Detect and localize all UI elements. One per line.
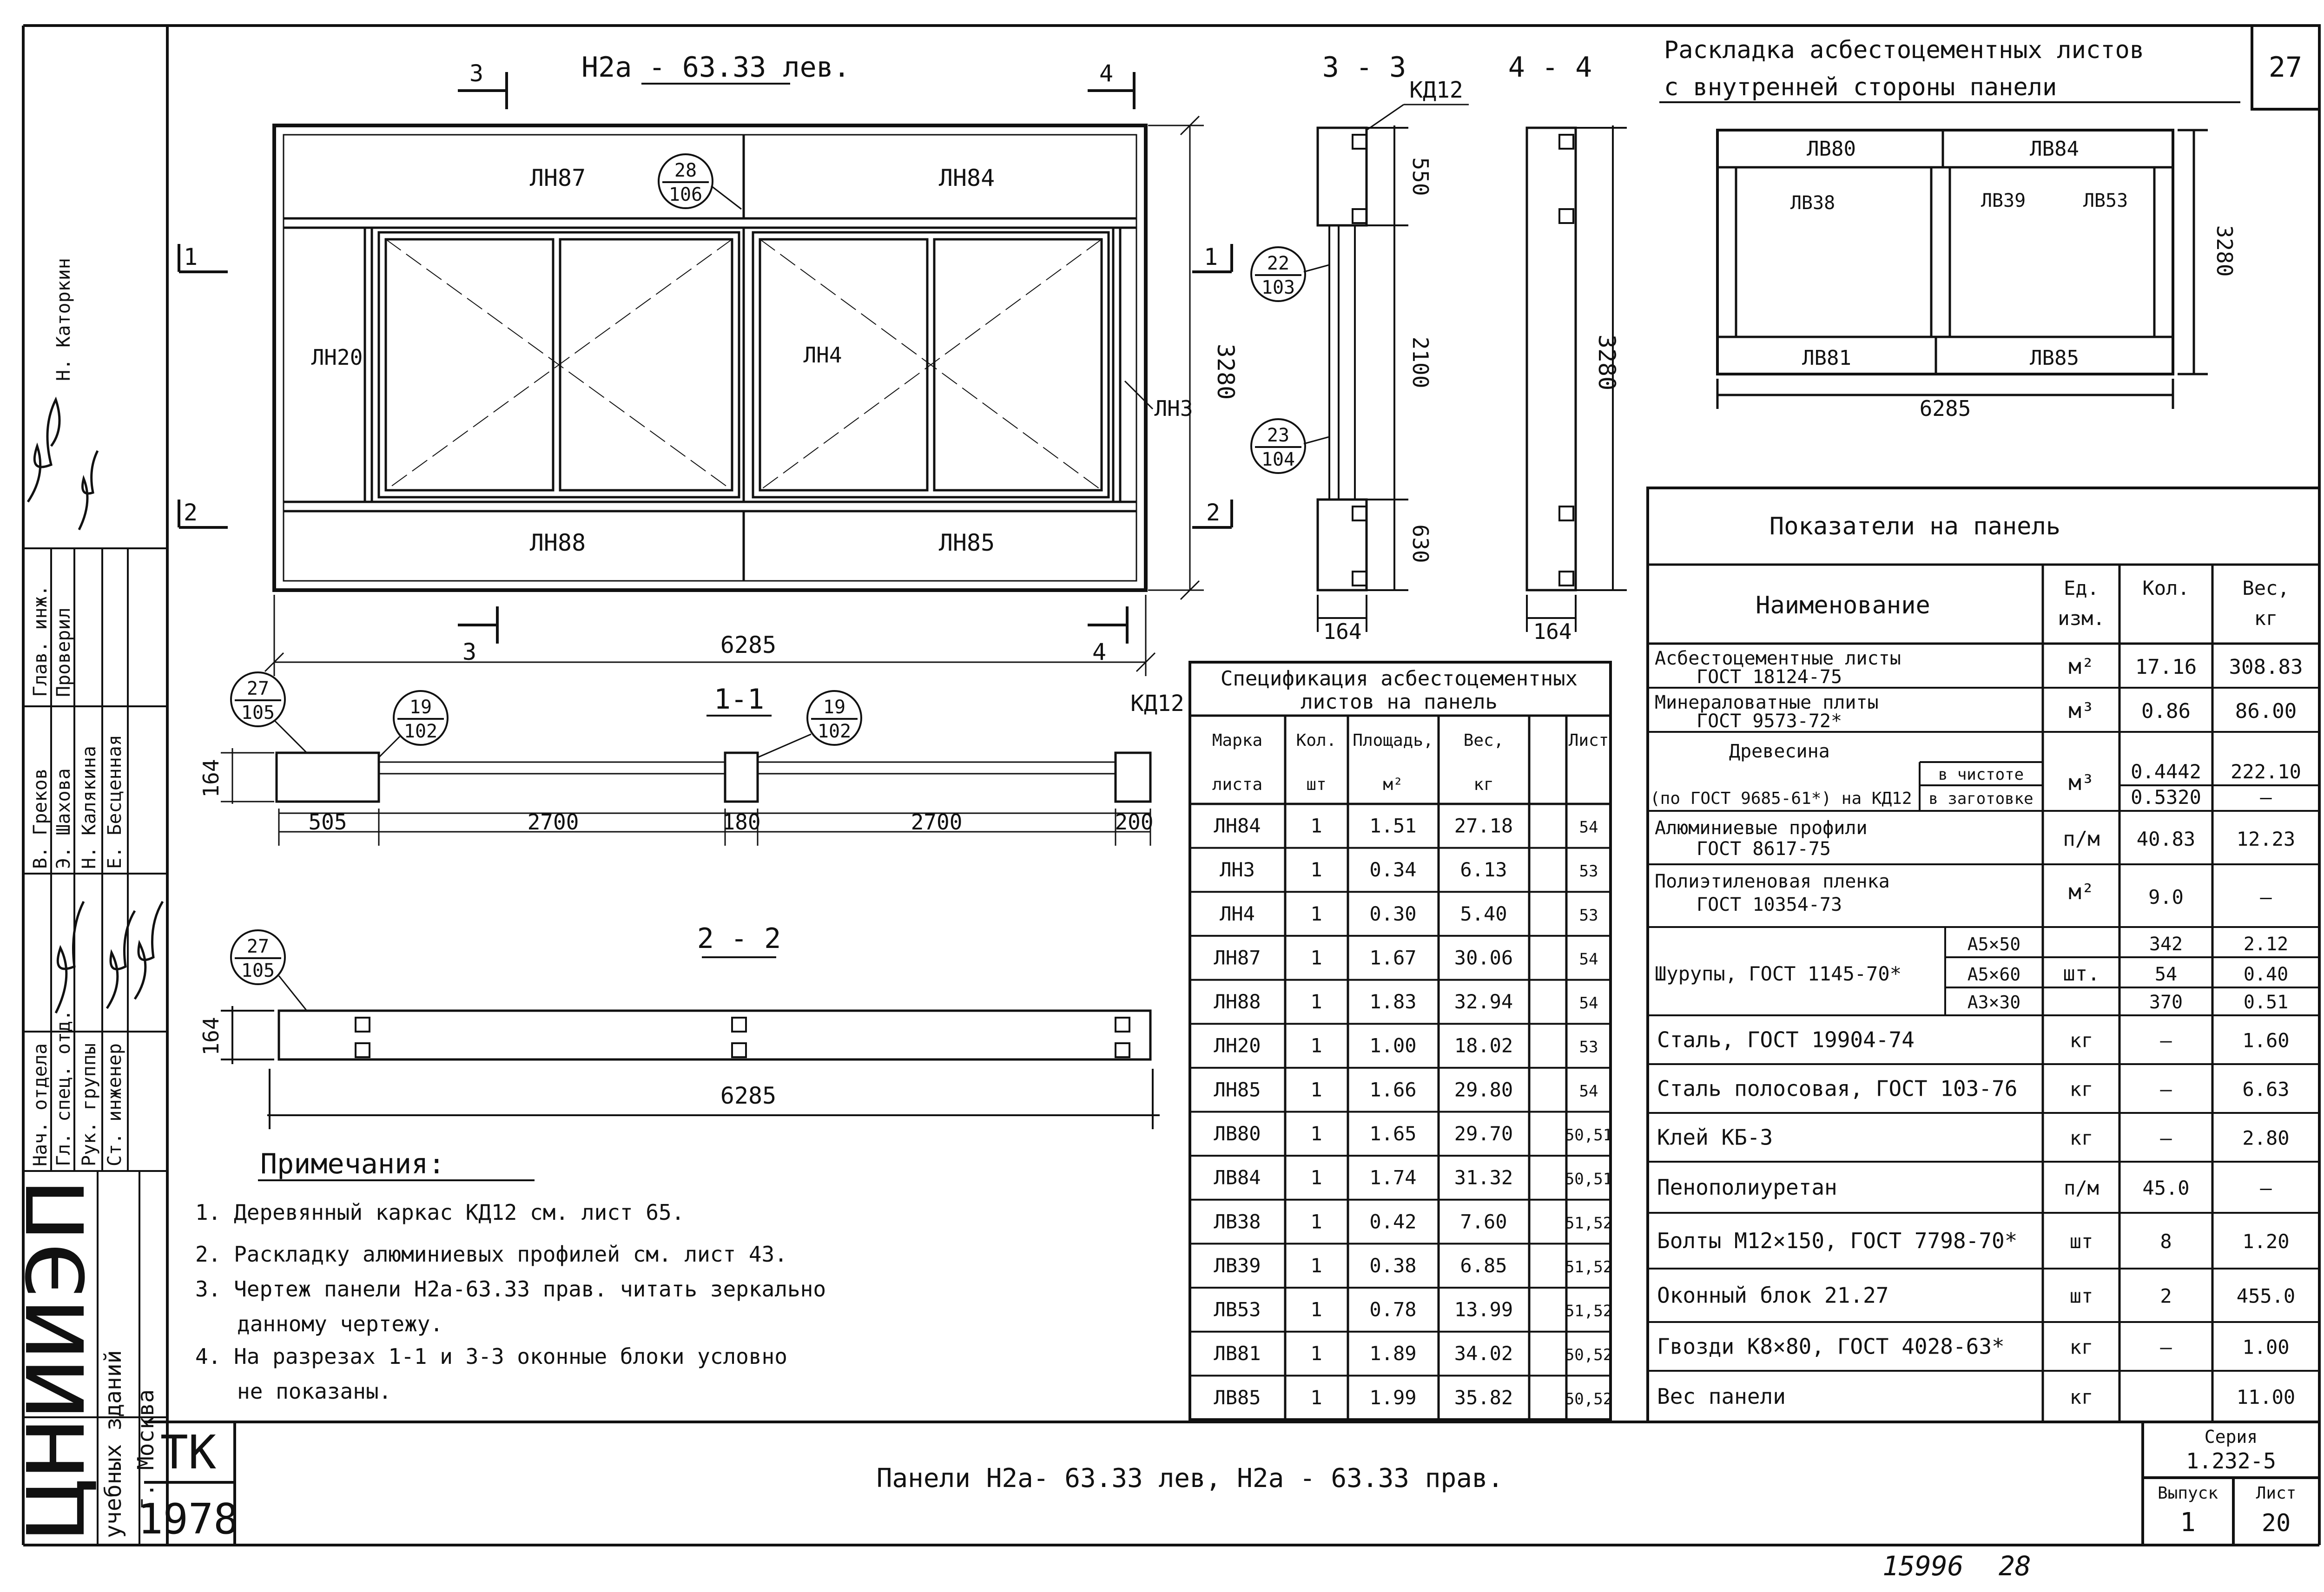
ind-pe-weight: — (2260, 886, 2272, 908)
tb-issue-label: Выпуск (2157, 1484, 2218, 1503)
ind-al-name-1: Алюминиевые профили (1655, 817, 1868, 839)
spec-cell-4-3: 32.94 (1454, 990, 1513, 1013)
stamp-name-4: Е. Бесценная (104, 735, 125, 869)
ind-min-name-2: ГОСТ 9573-72* (1697, 710, 1842, 732)
screw-type-0: А5×50 (1967, 934, 2021, 954)
spec-table (1190, 662, 1612, 1420)
spec-cell-2-0: ЛН4 (1220, 902, 1255, 925)
spec-title-2: листов на панель (1301, 690, 1498, 714)
ind-row-name-3: Пенополиуретан (1657, 1175, 1837, 1200)
section-33-kd: КД12 (1409, 77, 1463, 103)
spec-cell-10-0: ЛВ39 (1214, 1254, 1261, 1277)
ind-row-qty-5: 2 (2160, 1284, 2172, 1308)
ind-row-weight-4: 1.20 (2242, 1230, 2290, 1253)
ind-h-unit-2: изм. (2058, 607, 2105, 630)
screw-weight-1: 0.40 (2243, 964, 2289, 985)
ind-h-weight-2: кг (2254, 607, 2278, 630)
ind-min-name-1: Минераловатные плиты (1655, 692, 1879, 713)
spec-cell-4-1: 1 (1310, 990, 1322, 1013)
section-22-height: 164 (198, 1017, 224, 1056)
spec-cell-2-1: 1 (1310, 902, 1322, 925)
screw-qty-2: 370 (2149, 992, 2183, 1013)
spec-cell-12-2: 1.89 (1369, 1342, 1417, 1365)
spec-header-3-a: Вес, (1463, 731, 1504, 750)
spec-cell-6-4: 54 (1579, 1082, 1598, 1101)
section-22-title: 2 - 2 (697, 922, 781, 955)
stamp-name-2: Э. Шахова (53, 768, 74, 869)
spec-cell-8-4: 50,51 (1565, 1170, 1613, 1189)
spec-cell-5-1: 1 (1310, 1034, 1322, 1057)
section-33-callout-b-top: 23 (1267, 425, 1290, 446)
spec-cell-1-2: 0.34 (1369, 858, 1417, 882)
section-33-width: 164 (1323, 619, 1362, 644)
spec-cell-1-1: 1 (1310, 858, 1322, 882)
stamp-role-2: Гл. спец. отд. (53, 1009, 74, 1166)
section-11-seg-3: 180 (722, 809, 761, 835)
spec-cell-1-4: 53 (1579, 862, 1598, 881)
layout-lb85: ЛВ85 (2030, 346, 2079, 370)
ind-row-unit-3: п/м (2064, 1177, 2099, 1199)
spec-cell-5-2: 1.00 (1369, 1034, 1417, 1057)
ind-h-name: Наименование (1756, 592, 1930, 619)
signature-1 (28, 400, 59, 502)
ind-row-name-7: Вес панели (1657, 1384, 1786, 1409)
spec-cell-7-4: 50,51 (1565, 1126, 1613, 1145)
spec-header-2-a: Площадь, (1353, 731, 1433, 750)
ind-row-name-0: Сталь, ГОСТ 19904-74 (1657, 1027, 1915, 1053)
spec-cell-8-0: ЛВ84 (1214, 1166, 1261, 1189)
layout-width: 6285 (1919, 396, 1971, 421)
section-22-width: 6285 (720, 1082, 777, 1109)
section-11-callout-a-top: 27 (246, 678, 270, 699)
spec-cell-13-0: ЛВ85 (1214, 1386, 1261, 1409)
section-3-3 (1251, 51, 1469, 644)
ind-wood-weight-1: 222.10 (2231, 760, 2301, 783)
section-11-callout-c-top: 19 (823, 697, 846, 718)
panel-label-lh3: ЛН3 (1154, 396, 1193, 421)
spec-cell-6-3: 29.80 (1454, 1078, 1513, 1101)
spec-cell-8-3: 31.32 (1454, 1166, 1513, 1189)
ind-row-unit-5: шт (2069, 1284, 2093, 1308)
spec-cell-9-3: 7.60 (1460, 1210, 1507, 1233)
ind-wood-sub-1: в чистоте (1938, 765, 2024, 784)
spec-header-1-b: шт (1306, 775, 1327, 794)
ind-row-qty-6: — (2160, 1335, 2172, 1359)
spec-cell-13-3: 35.82 (1454, 1386, 1513, 1409)
spec-cell-9-4: 51,52 (1565, 1214, 1613, 1233)
ind-row-name-5: Оконный блок 21.27 (1657, 1283, 1889, 1308)
section-11-height: 164 (198, 759, 224, 798)
ind-row-qty-2: — (2160, 1126, 2172, 1150)
spec-header-1-a: Кол. (1296, 731, 1337, 750)
notes-title: Примечания: (260, 1148, 445, 1180)
ind-asb-name-1: Асбестоцементные листы (1655, 648, 1901, 669)
screw-type-2: А3×30 (1967, 992, 2021, 1013)
spec-cell-0-1: 1 (1310, 814, 1322, 837)
ind-asb-unit: м² (2068, 654, 2094, 679)
side-stamp (11, 258, 167, 1545)
ind-asb-weight: 308.83 (2229, 655, 2303, 679)
cut-label-4-bottom: 4 (1092, 638, 1107, 665)
spec-title-1: Спецификация асбестоцементных (1220, 667, 1578, 691)
stamp-name-5: Н. Каторкин (53, 258, 74, 381)
signature-5 (135, 901, 163, 999)
section-44-width: 164 (1533, 619, 1572, 644)
spec-cell-12-4: 50,52 (1565, 1346, 1613, 1365)
tb-tk: ТК (160, 1425, 217, 1480)
spec-cell-10-1: 1 (1310, 1254, 1322, 1277)
ind-row-unit-6: кг (2069, 1335, 2093, 1359)
stamp-role-6: Проверил (53, 607, 74, 697)
ind-row-weight-2: 2.80 (2242, 1126, 2290, 1150)
spec-cell-1-3: 6.13 (1460, 858, 1507, 882)
screw-weight-2: 0.51 (2243, 992, 2289, 1013)
corner-box (2252, 26, 2319, 109)
spec-header-4-a: Лист (1568, 731, 1609, 750)
main-callout-top: 28 (674, 160, 697, 181)
layout-lb81: ЛВ81 (1802, 346, 1851, 370)
ind-al-name-2: ГОСТ 8617-75 (1697, 838, 1831, 860)
spec-cell-6-2: 1.66 (1369, 1078, 1417, 1101)
spec-cell-11-3: 13.99 (1454, 1298, 1513, 1321)
ind-row-weight-7: 11.00 (2236, 1386, 2296, 1408)
stamp-role-4: Ст. инженер (104, 1043, 125, 1166)
section-33-title: 3 - 3 (1322, 51, 1406, 84)
spec-cell-3-1: 1 (1310, 946, 1322, 969)
panel-label-lh88: ЛН88 (529, 529, 586, 556)
section-33-dim-mid: 2100 (1408, 336, 1433, 388)
spec-cell-2-2: 0.30 (1369, 902, 1417, 925)
spec-cell-0-4: 54 (1579, 818, 1598, 837)
note-0: 1. Деревянный каркас КД12 см. лист 65. (195, 1200, 685, 1225)
spec-cell-5-0: ЛН20 (1214, 1034, 1261, 1057)
tb-series: 1.232-5 (2186, 1448, 2276, 1474)
layout-lb84: ЛВ84 (2030, 137, 2079, 161)
spec-cell-2-4: 53 (1579, 906, 1598, 925)
ind-row-name-2: Клей КБ-3 (1657, 1125, 1773, 1150)
cut-label-3-top: 3 (469, 60, 484, 87)
panel-label-lh85: ЛН85 (938, 529, 995, 556)
stamp-org: ЦНИИЭП (11, 1252, 103, 1538)
spec-cell-5-3: 18.02 (1454, 1034, 1513, 1057)
spec-cell-11-1: 1 (1310, 1298, 1322, 1321)
spec-cell-10-2: 0.38 (1369, 1254, 1417, 1277)
signature-4 (107, 911, 135, 1008)
panel-label-lh4: ЛН4 (803, 342, 842, 368)
ind-wood-weight-2: — (2260, 786, 2272, 809)
layout-title-2: с внутренней стороны панели (1664, 73, 2057, 101)
tb-issue: 1 (2180, 1507, 2196, 1538)
notes (195, 1148, 826, 1404)
section-44-title: 4 - 4 (1508, 51, 1592, 84)
ind-wood-sub-2: в заготовке (1928, 789, 2034, 808)
spec-cell-12-3: 34.02 (1454, 1342, 1513, 1365)
main-height-dim: 3280 (1212, 343, 1239, 400)
section-11-callout-a-bot: 105 (241, 702, 275, 724)
bottom-number-2: 28 (1999, 1550, 2031, 1582)
spec-cell-3-3: 30.06 (1454, 946, 1513, 969)
spec-header-0-a: Марка (1212, 731, 1263, 750)
section-33-callout-a-top: 22 (1267, 253, 1290, 274)
section-11-title: 1-1 (713, 683, 765, 716)
section-33-callout-a-bot: 103 (1261, 277, 1295, 298)
spec-cell-7-0: ЛВ80 (1214, 1122, 1261, 1145)
note-4: 4. На разрезах 1-1 и 3-3 оконные блоки условно (195, 1344, 787, 1369)
indicators-table (1648, 488, 2319, 1422)
spec-cell-4-4: 54 (1579, 994, 1598, 1013)
layout-lb39: ЛВ39 (1981, 190, 2026, 211)
stamp-role-1: Нач. отдела (30, 1043, 51, 1166)
spec-cell-4-2: 1.83 (1369, 990, 1417, 1013)
tb-year: 1978 (138, 1495, 239, 1544)
note-2: 3. Чертеж панели Н2а-63.33 прав. читать зеркально (195, 1276, 826, 1302)
section-2-2 (198, 922, 1160, 1129)
screw-qty-1: 54 (2154, 964, 2178, 985)
ind-row-qty-1: — (2160, 1078, 2172, 1101)
layout-title-1: Раскладка асбестоцементных листов (1664, 36, 2145, 64)
ind-row-unit-1: кг (2069, 1078, 2093, 1101)
ind-title: Показатели на панель (1769, 513, 2061, 540)
spec-header-2-b: м² (1383, 775, 1403, 794)
note-5: не показаны. (237, 1379, 392, 1404)
spec-cell-13-2: 1.99 (1369, 1386, 1417, 1409)
ind-pe-name-2: ГОСТ 10354-73 (1697, 894, 1842, 915)
spec-cell-10-3: 6.85 (1460, 1254, 1507, 1277)
ind-row-unit-4: шт (2069, 1230, 2093, 1253)
spec-cell-2-3: 5.40 (1460, 902, 1507, 925)
note-3: данному чертежу. (237, 1311, 443, 1336)
section-11-seg-4: 2700 (911, 809, 963, 835)
ind-wood-qty-2: 0.5320 (2131, 786, 2201, 809)
section-22-callout-top: 27 (246, 936, 270, 957)
ind-al-qty: 40.83 (2136, 828, 2196, 850)
stamp-name-1: В. Греков (30, 768, 51, 869)
ind-row-weight-6: 1.00 (2242, 1335, 2290, 1359)
sheet-corner-number: 27 (2268, 51, 2303, 84)
spec-cell-12-1: 1 (1310, 1342, 1322, 1365)
spec-cell-8-2: 1.74 (1369, 1166, 1417, 1189)
layout-lb53: ЛВ53 (2083, 190, 2128, 211)
section-11-callout-c-bot: 102 (817, 721, 852, 742)
spec-cell-13-4: 50,52 (1565, 1389, 1613, 1408)
spec-cell-7-3: 29.70 (1454, 1122, 1513, 1145)
main-view-title: Н2а - 63.33 лев. (581, 51, 850, 84)
screw-qty-0: 342 (2149, 934, 2183, 955)
spec-cell-11-0: ЛВ53 (1214, 1298, 1261, 1321)
spec-cell-3-0: ЛН87 (1214, 946, 1261, 969)
ind-row-name-6: Гвозди К8×80, ГОСТ 4028-63* (1657, 1334, 2005, 1359)
section-11-seg-2: 2700 (527, 809, 579, 835)
bottom-number: 15996 (1882, 1550, 1964, 1582)
stamp-role-5: Глав. инж. (30, 585, 51, 697)
spec-cell-6-0: ЛН85 (1214, 1078, 1261, 1101)
spec-cell-7-2: 1.65 (1369, 1122, 1417, 1145)
spec-cell-11-2: 0.78 (1369, 1298, 1417, 1321)
section-11-callout-b-bot: 102 (403, 721, 438, 742)
signature-3 (56, 901, 84, 1013)
spec-cell-9-0: ЛВ38 (1214, 1210, 1261, 1233)
spec-header-3-b: кг (1473, 775, 1494, 794)
section-11-seg-1: 505 (308, 809, 347, 835)
note-1: 2. Раскладку алюминиевых профилей см. лист 43. (195, 1242, 787, 1267)
ind-row-weight-0: 1.60 (2242, 1029, 2290, 1052)
spec-header-0-b: листа (1212, 775, 1263, 794)
ind-row-weight-5: 455.0 (2236, 1284, 2296, 1308)
spec-cell-5-4: 53 (1579, 1038, 1598, 1057)
section-33-callout-b-bot: 104 (1261, 449, 1295, 470)
ind-screws-unit: шт. (2063, 962, 2100, 986)
cut-label-2-left: 2 (184, 499, 198, 526)
spec-cell-4-0: ЛН88 (1214, 990, 1261, 1013)
ind-row-qty-3: 45.0 (2142, 1177, 2190, 1199)
panel-label-lh87: ЛН87 (529, 164, 586, 191)
stamp-name-3: Н. Калякина (79, 746, 100, 869)
spec-cell-6-1: 1 (1310, 1078, 1322, 1101)
ind-row-unit-7: кг (2069, 1386, 2093, 1408)
ind-wood-name-1: Древесина (1729, 741, 1830, 762)
ind-row-qty-0: — (2160, 1029, 2172, 1052)
layout-block (1659, 36, 2240, 421)
spec-cell-10-4: 51,52 (1565, 1257, 1613, 1276)
ind-row-unit-0: кг (2069, 1029, 2093, 1052)
spec-cell-3-4: 54 (1579, 950, 1598, 969)
signature-2 (79, 451, 98, 530)
spec-cell-12-0: ЛВ81 (1214, 1342, 1261, 1365)
tb-title: Панели Н2а- 63.33 лев, Н2а - 63.33 прав. (876, 1463, 1504, 1493)
ind-wood-name-2: (по ГОСТ 9685-61*) на КД12 (1650, 789, 1912, 808)
tb-sheet-label: Лист (2256, 1484, 2297, 1503)
main-width-dim: 6285 (720, 632, 777, 658)
ind-pe-unit: м² (2068, 879, 2094, 904)
ind-h-qty: Кол. (2142, 577, 2190, 599)
spec-cell-1-0: ЛН3 (1220, 858, 1255, 882)
layout-lb80: ЛВ80 (1807, 137, 1856, 161)
layout-height: 3280 (2212, 225, 2237, 277)
ind-screws-name: Шурупы, ГОСТ 1145-70* (1655, 962, 1902, 985)
ind-pe-qty: 9.0 (2148, 886, 2184, 908)
ind-min-weight: 86.00 (2235, 699, 2297, 723)
ind-min-unit: м³ (2068, 698, 2094, 723)
spec-cell-13-1: 1 (1310, 1386, 1322, 1409)
spec-cell-3-2: 1.67 (1369, 946, 1417, 969)
panel-label-lh20: ЛН20 (311, 345, 363, 370)
ind-h-weight-1: Вес, (2242, 577, 2290, 599)
section-4-4 (1508, 51, 1627, 644)
section-1-1 (198, 672, 1184, 846)
section-11-seg-5: 200 (1115, 809, 1154, 835)
panel-label-lh84: ЛН84 (938, 164, 995, 191)
section-11-callout-b-top: 19 (409, 697, 432, 718)
spec-cell-8-1: 1 (1310, 1166, 1322, 1189)
ind-asb-name-2: ГОСТ 18124-75 (1697, 666, 1842, 688)
spec-cell-0-2: 1.51 (1369, 814, 1417, 837)
section-33-dim-bot: 630 (1408, 524, 1433, 563)
ind-asb-qty: 17.16 (2135, 655, 2197, 679)
cut-label-1-right: 1 (1204, 243, 1218, 270)
tb-sheet: 20 (2261, 1509, 2291, 1537)
stamp-role-3: Рук. группы (79, 1043, 100, 1166)
screw-type-1: А5×60 (1967, 964, 2021, 985)
ind-wood-unit: м³ (2068, 770, 2094, 795)
ind-al-weight: 12.23 (2236, 828, 2296, 850)
tb-series-label: Серия (2204, 1427, 2258, 1447)
ind-row-name-4: Болты М12×150, ГОСТ 7798-70* (1657, 1228, 2018, 1253)
ind-h-unit-1: Ед. (2064, 577, 2099, 599)
section-22-callout-bot: 105 (241, 960, 275, 981)
spec-cell-9-2: 0.42 (1369, 1210, 1417, 1233)
ind-row-weight-3: — (2260, 1177, 2272, 1199)
stamp-org-sub-1: учебных зданий (100, 1350, 126, 1538)
ind-al-unit: п/м (2063, 827, 2100, 851)
ind-row-unit-2: кг (2069, 1126, 2093, 1150)
cut-label-2-right: 2 (1206, 499, 1221, 526)
ind-row-weight-1: 6.63 (2242, 1078, 2290, 1101)
main-view (179, 51, 1239, 676)
spec-cell-0-0: ЛН84 (1214, 814, 1261, 837)
layout-lb38: ЛВ38 (1790, 192, 1835, 214)
cut-label-4-top: 4 (1099, 60, 1114, 87)
spec-cell-7-1: 1 (1310, 1122, 1322, 1145)
spec-cell-11-4: 51,52 (1565, 1302, 1613, 1321)
spec-cell-0-3: 27.18 (1454, 814, 1513, 837)
ind-row-qty-4: 8 (2160, 1230, 2172, 1253)
screw-weight-0: 2.12 (2243, 934, 2289, 955)
section-44-height: 3280 (1593, 334, 1620, 391)
ind-min-qty: 0.86 (2141, 699, 2191, 723)
section-11-kd: КД12 (1130, 691, 1184, 717)
stamp-org-sub-2: г. Москва (133, 1389, 159, 1510)
ind-pe-name-1: Полиэтиленовая пленка (1655, 871, 1890, 892)
spec-cell-9-1: 1 (1310, 1210, 1322, 1233)
ind-row-name-1: Сталь полосовая, ГОСТ 103-76 (1657, 1076, 2018, 1101)
cut-label-3-bottom: 3 (462, 638, 477, 665)
ind-wood-qty-1: 0.4442 (2131, 760, 2201, 783)
title-block (138, 1422, 2319, 1545)
cut-label-1-left: 1 (184, 243, 198, 270)
main-callout-bottom: 106 (668, 184, 703, 205)
section-33-dim-top: 550 (1408, 157, 1433, 196)
